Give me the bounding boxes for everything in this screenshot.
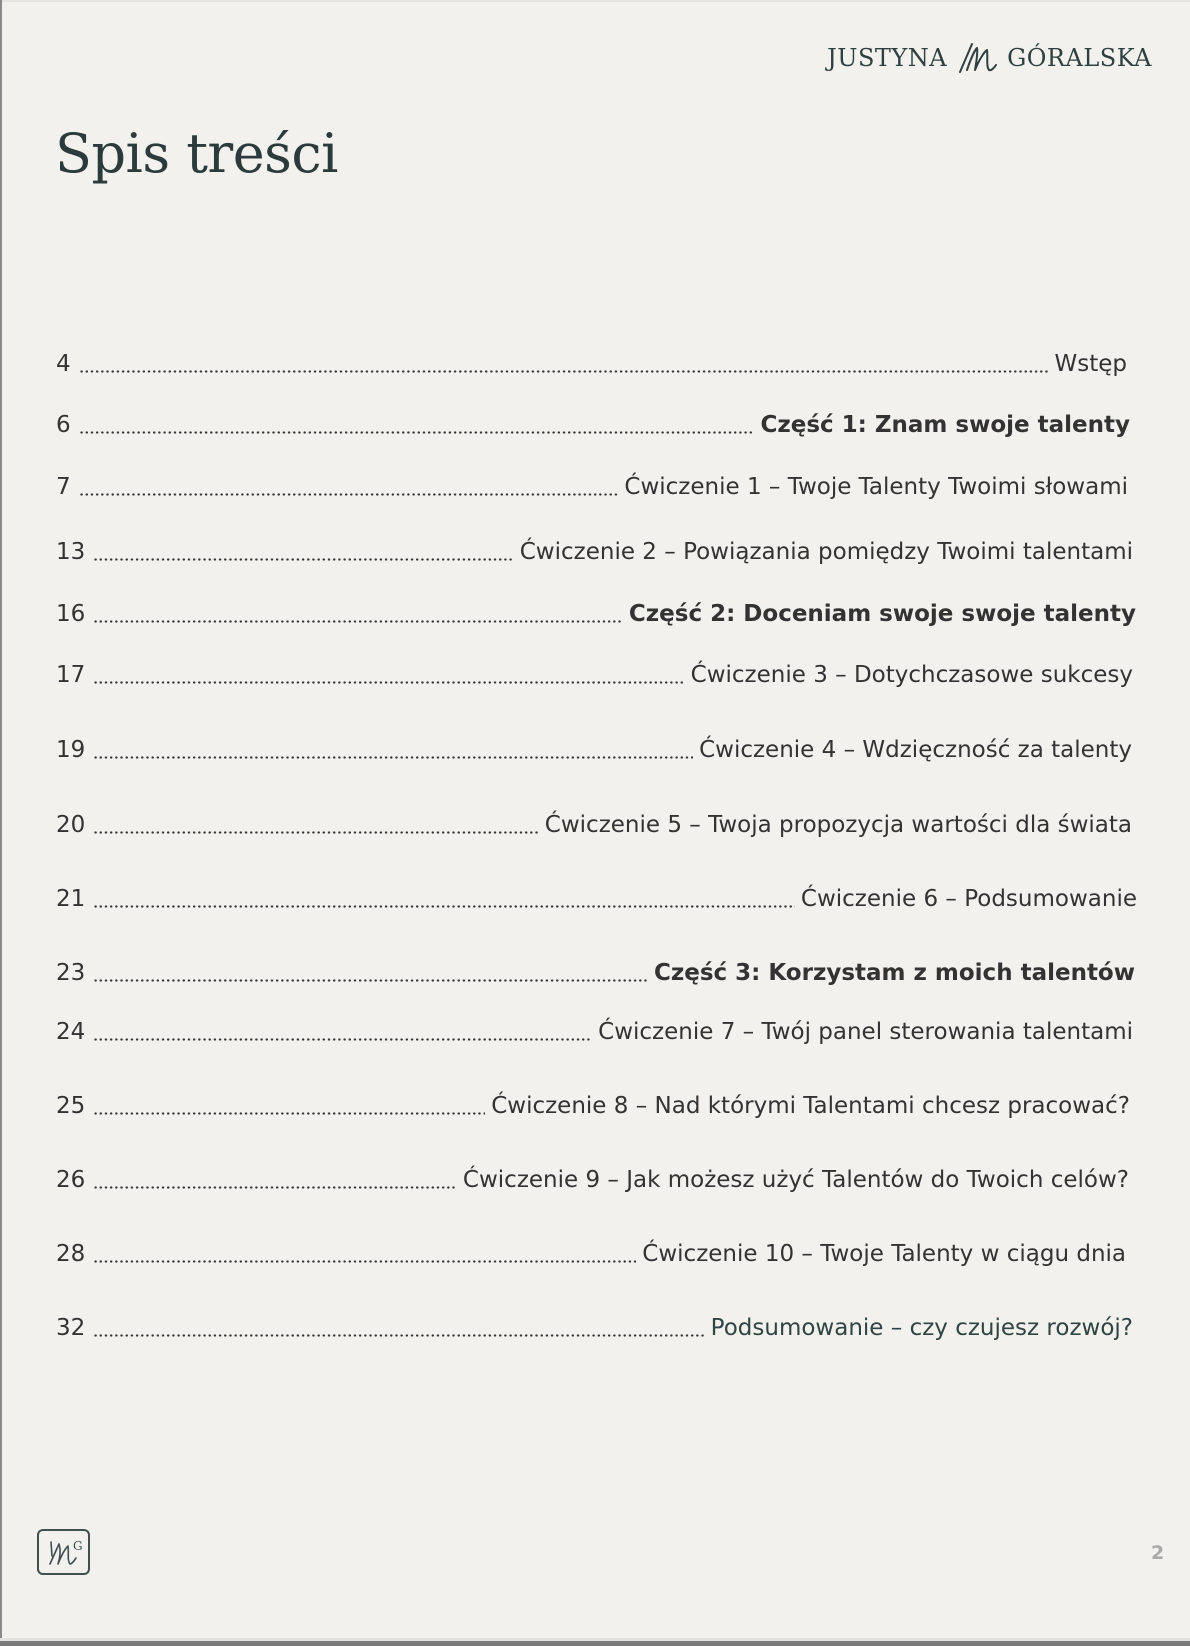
- toc-entry-label: Część 3: Korzystam z moich talentów: [653, 960, 1135, 986]
- toc-page-number: 20: [56, 812, 86, 838]
- page-title: Spis treści: [55, 122, 338, 185]
- toc-page-number: 24: [56, 1019, 86, 1045]
- toc-page-number: 23: [56, 960, 86, 986]
- toc-entry-label: Wstęp: [1054, 351, 1127, 377]
- svg-text:G: G: [72, 1539, 83, 1553]
- toc-page-number: 6: [56, 412, 71, 438]
- toc-dot-leader: [93, 756, 693, 759]
- toc-dot-leader: [79, 431, 755, 434]
- toc-entry[interactable]: [56, 405, 1130, 437]
- signature-m-icon: [957, 40, 997, 76]
- toc-entry[interactable]: [56, 344, 1127, 376]
- toc-dot-leader: [93, 1186, 457, 1189]
- toc-page-number: 21: [56, 886, 86, 912]
- page-bottom-border: [0, 1641, 1190, 1646]
- toc-entry[interactable]: [56, 594, 1136, 626]
- toc-entry[interactable]: [56, 655, 1133, 687]
- toc-entry[interactable]: [56, 532, 1133, 564]
- monogram-mg-icon: [37, 1529, 90, 1575]
- toc-entry-label: Część 2: Doceniam swoje swoje talenty: [628, 601, 1136, 627]
- toc-dot-leader: [93, 831, 539, 834]
- toc-dot-leader: [93, 620, 623, 623]
- toc-page-number: 26: [56, 1167, 86, 1193]
- toc-entry-label: Część 1: Znam swoje talenty: [760, 412, 1130, 438]
- toc-entry-label: Ćwiczenie 8 – Nad którymi Talentami chcesz pracować?: [491, 1093, 1130, 1119]
- toc-page-number: 13: [56, 539, 86, 565]
- brand-header: [827, 40, 1152, 76]
- toc-entry-label: Ćwiczenie 3 – Dotychczasowe sukcesy: [690, 662, 1133, 688]
- toc-entry[interactable]: [56, 467, 1128, 499]
- toc-dot-leader: [79, 370, 1049, 373]
- toc-entry-label: Ćwiczenie 7 – Twój panel sterowania talentami: [598, 1019, 1133, 1045]
- toc-dot-leader: [93, 1260, 636, 1263]
- toc-entry-label: Ćwiczenie 9 – Jak możesz użyć Talentów do Twoich celów?: [462, 1167, 1129, 1193]
- toc-entry[interactable]: [56, 1234, 1126, 1266]
- toc-entry[interactable]: [56, 730, 1132, 762]
- toc-page-number: 4: [56, 351, 71, 377]
- toc-dot-leader: [93, 905, 795, 908]
- document-page: [2, 0, 1190, 1640]
- toc-dot-leader: [93, 681, 684, 684]
- toc-dot-leader: [93, 558, 513, 561]
- toc-dot-leader: [93, 979, 648, 982]
- toc-dot-leader: [93, 1112, 485, 1115]
- toc-entry[interactable]: [56, 1160, 1129, 1192]
- toc-page-number: 7: [56, 474, 71, 500]
- toc-entry[interactable]: [56, 953, 1135, 985]
- toc-page-number: 17: [56, 662, 86, 688]
- toc-entry[interactable]: [56, 805, 1132, 837]
- toc-entry-label: Podsumowanie – czy czujesz rozwój?: [710, 1315, 1133, 1341]
- toc-entry-label: Ćwiczenie 6 – Podsumowanie: [800, 886, 1137, 912]
- toc-page-number: 28: [56, 1241, 86, 1267]
- toc-entry[interactable]: [56, 879, 1137, 911]
- toc-entry[interactable]: [56, 1308, 1133, 1340]
- toc-dot-leader: [93, 1334, 704, 1337]
- toc-entry-label: Ćwiczenie 1 – Twoje Talenty Twoimi słowami: [624, 474, 1128, 500]
- toc-dot-leader: [79, 493, 619, 496]
- toc-page-number: 16: [56, 601, 86, 627]
- toc-entry-label: Ćwiczenie 2 – Powiązania pomiędzy Twoimi talentami: [519, 539, 1133, 565]
- toc-entry-label: Ćwiczenie 4 – Wdzięczność za talenty: [699, 737, 1132, 763]
- page-number: 2: [1151, 1542, 1165, 1564]
- toc-page-number: 32: [56, 1315, 86, 1341]
- toc-dot-leader: [93, 1038, 592, 1041]
- brand-first-name: JUSTYNA: [827, 44, 948, 72]
- toc-page-number: 19: [56, 737, 86, 763]
- toc-entry[interactable]: [56, 1012, 1133, 1044]
- toc-page-number: 25: [56, 1093, 86, 1119]
- brand-last-name: GÓRALSKA: [1007, 44, 1152, 72]
- toc-entry[interactable]: [56, 1086, 1130, 1118]
- toc-entry-label: Ćwiczenie 5 – Twoja propozycja wartości dla świata: [544, 812, 1132, 838]
- toc-entry-label: Ćwiczenie 10 – Twoje Talenty w ciągu dnia: [642, 1241, 1126, 1267]
